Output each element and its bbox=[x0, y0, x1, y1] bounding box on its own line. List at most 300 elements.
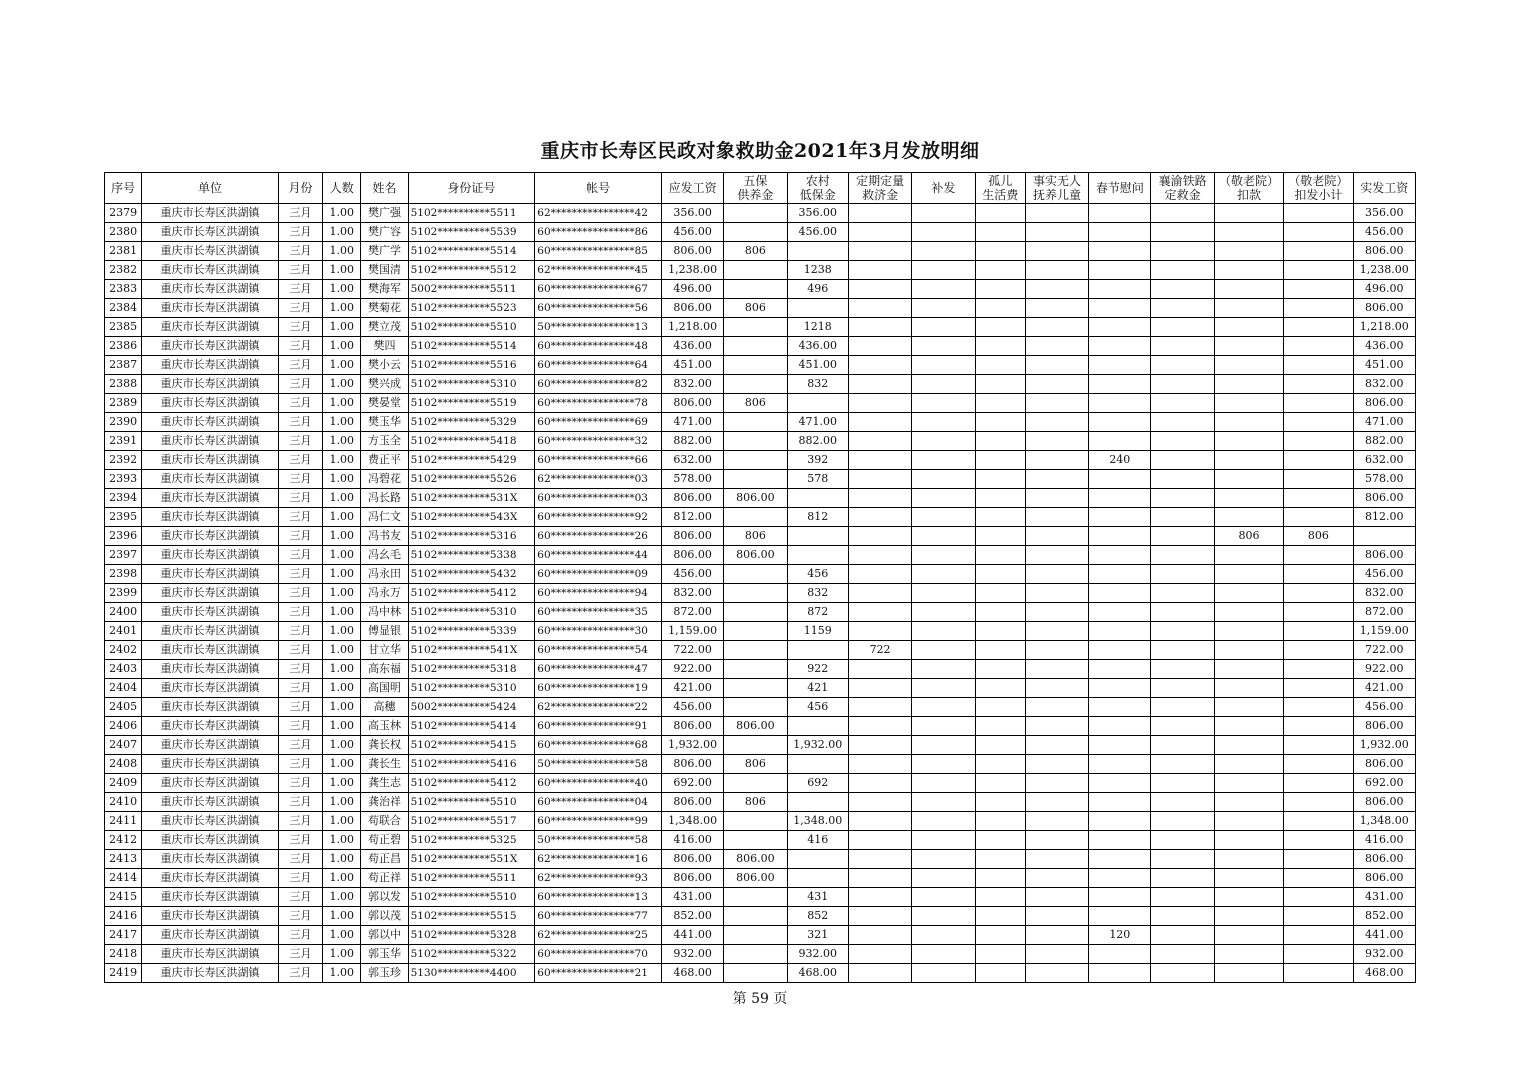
col-unsupported-child-cell bbox=[1025, 508, 1088, 527]
col-bufa-cell bbox=[912, 470, 975, 489]
col-spring-festival-cell bbox=[1089, 318, 1151, 337]
col-account-header: 帐号 bbox=[535, 173, 662, 204]
col-spring-festival-cell bbox=[1089, 679, 1151, 698]
col-serial-cell: 2393 bbox=[105, 470, 142, 489]
col-xiangyu-cell bbox=[1151, 641, 1214, 660]
col-count-cell: 1.00 bbox=[323, 261, 361, 280]
col-unsupported-child-cell bbox=[1025, 945, 1088, 964]
col-count-cell: 1.00 bbox=[323, 679, 361, 698]
table-row bbox=[105, 356, 1416, 375]
col-unsupported-child-cell bbox=[1025, 641, 1088, 660]
col-unit-cell: 重庆市长寿区洪湖镇 bbox=[142, 318, 279, 337]
col-month-cell: 三月 bbox=[278, 907, 322, 926]
col-count-cell: 1.00 bbox=[323, 736, 361, 755]
table-row bbox=[105, 584, 1416, 603]
col-month-cell: 三月 bbox=[278, 261, 322, 280]
col-dibao-cell: 1218 bbox=[787, 318, 848, 337]
col-wubao-cell bbox=[724, 261, 787, 280]
col-actual-pay-cell: 806.00 bbox=[1353, 793, 1415, 812]
col-dibao-cell bbox=[787, 793, 848, 812]
col-spring-festival-cell bbox=[1089, 394, 1151, 413]
col-unit-cell: 重庆市长寿区洪湖镇 bbox=[142, 698, 279, 717]
col-xiangyu-cell bbox=[1151, 489, 1214, 508]
col-nursing-subtotal-cell bbox=[1284, 413, 1353, 432]
col-wubao-cell bbox=[724, 432, 787, 451]
col-nursing-subtotal-cell bbox=[1284, 622, 1353, 641]
col-wubao-cell bbox=[724, 280, 787, 299]
table-row bbox=[105, 451, 1416, 470]
col-unit-cell: 重庆市长寿区洪湖镇 bbox=[142, 679, 279, 698]
col-payable-cell: 1,218.00 bbox=[661, 318, 723, 337]
col-bufa-cell bbox=[912, 698, 975, 717]
table-row bbox=[105, 489, 1416, 508]
col-serial-cell: 2418 bbox=[105, 945, 142, 964]
col-dingqi-cell bbox=[848, 432, 911, 451]
col-serial-cell: 2398 bbox=[105, 565, 142, 584]
col-dibao-cell: 882.00 bbox=[787, 432, 848, 451]
col-wubao-cell bbox=[724, 774, 787, 793]
col-name-cell: 樊小云 bbox=[361, 356, 408, 375]
col-spring-festival-cell bbox=[1089, 223, 1151, 242]
col-spring-festival-cell bbox=[1089, 508, 1151, 527]
col-account-cell: 60****************13 bbox=[535, 888, 662, 907]
col-xiangyu-cell bbox=[1151, 660, 1214, 679]
col-payable-cell: 932.00 bbox=[661, 945, 723, 964]
col-orphan-cell bbox=[975, 318, 1025, 337]
col-account-cell: 60****************32 bbox=[535, 432, 662, 451]
table-row bbox=[105, 565, 1416, 584]
col-spring-festival-cell bbox=[1089, 337, 1151, 356]
col-count-cell: 1.00 bbox=[323, 280, 361, 299]
col-dibao-cell: 1,932.00 bbox=[787, 736, 848, 755]
col-dibao-cell: 431 bbox=[787, 888, 848, 907]
col-serial-cell: 2419 bbox=[105, 964, 142, 983]
table-row bbox=[105, 261, 1416, 280]
col-serial-cell: 2384 bbox=[105, 299, 142, 318]
col-account-cell: 60****************69 bbox=[535, 413, 662, 432]
col-serial-cell: 2397 bbox=[105, 546, 142, 565]
col-nursing-deduction-cell bbox=[1214, 945, 1283, 964]
col-orphan-cell bbox=[975, 546, 1025, 565]
col-unsupported-child-cell bbox=[1025, 964, 1088, 983]
col-month-cell: 三月 bbox=[278, 318, 322, 337]
col-month-cell: 三月 bbox=[278, 280, 322, 299]
col-xiangyu-cell bbox=[1151, 831, 1214, 850]
col-count-cell: 1.00 bbox=[323, 850, 361, 869]
col-nursing-deduction-cell bbox=[1214, 375, 1283, 394]
col-nursing-deduction-cell: 806 bbox=[1214, 527, 1283, 546]
col-unsupported-child-cell bbox=[1025, 755, 1088, 774]
col-bufa-cell bbox=[912, 394, 975, 413]
col-bufa-cell bbox=[912, 280, 975, 299]
col-account-cell: 50****************58 bbox=[535, 831, 662, 850]
table-row bbox=[105, 546, 1416, 565]
col-id-number-cell: 5102**********5310 bbox=[408, 679, 535, 698]
col-spring-festival-cell bbox=[1089, 280, 1151, 299]
col-count-cell: 1.00 bbox=[323, 432, 361, 451]
col-xiangyu-cell bbox=[1151, 736, 1214, 755]
col-id-number-cell: 5102**********5414 bbox=[408, 717, 535, 736]
col-spring-festival-cell bbox=[1089, 470, 1151, 489]
col-bufa-cell bbox=[912, 926, 975, 945]
col-wubao-cell bbox=[724, 926, 787, 945]
col-actual-pay-cell: 872.00 bbox=[1353, 603, 1415, 622]
col-month-cell: 三月 bbox=[278, 603, 322, 622]
col-id-number-cell: 5102**********5412 bbox=[408, 774, 535, 793]
col-dibao-cell bbox=[787, 546, 848, 565]
col-serial-cell: 2412 bbox=[105, 831, 142, 850]
table-row bbox=[105, 527, 1416, 546]
col-name-cell: 樊广学 bbox=[361, 242, 408, 261]
col-unsupported-child-cell bbox=[1025, 375, 1088, 394]
table-row bbox=[105, 964, 1416, 983]
col-bufa-cell bbox=[912, 774, 975, 793]
col-dingqi-cell bbox=[848, 223, 911, 242]
col-nursing-deduction-cell bbox=[1214, 356, 1283, 375]
col-unit-cell: 重庆市长寿区洪湖镇 bbox=[142, 356, 279, 375]
col-wubao-cell bbox=[724, 413, 787, 432]
col-bufa-cell bbox=[912, 242, 975, 261]
col-xiangyu-cell bbox=[1151, 565, 1214, 584]
col-actual-pay-cell: 806.00 bbox=[1353, 717, 1415, 736]
col-account-cell: 60****************99 bbox=[535, 812, 662, 831]
col-actual-pay-cell: 1,159.00 bbox=[1353, 622, 1415, 641]
col-month-cell: 三月 bbox=[278, 888, 322, 907]
col-xiangyu-cell bbox=[1151, 451, 1214, 470]
col-name-cell: 龚长权 bbox=[361, 736, 408, 755]
col-account-cell: 60****************70 bbox=[535, 945, 662, 964]
col-xiangyu-cell bbox=[1151, 394, 1214, 413]
col-dingqi-cell bbox=[848, 451, 911, 470]
col-orphan-header: 孤儿 生活费 bbox=[975, 173, 1025, 204]
table-row bbox=[105, 242, 1416, 261]
table-row bbox=[105, 375, 1416, 394]
col-nursing-deduction-cell bbox=[1214, 793, 1283, 812]
col-name-cell: 樊玉华 bbox=[361, 413, 408, 432]
col-dingqi-cell bbox=[848, 280, 911, 299]
col-unsupported-child-cell bbox=[1025, 527, 1088, 546]
col-month-cell: 三月 bbox=[278, 831, 322, 850]
col-account-cell: 60****************64 bbox=[535, 356, 662, 375]
col-dibao-cell: 692 bbox=[787, 774, 848, 793]
col-wubao-cell: 806.00 bbox=[724, 850, 787, 869]
col-orphan-cell bbox=[975, 831, 1025, 850]
col-unit-cell: 重庆市长寿区洪湖镇 bbox=[142, 565, 279, 584]
col-unit-cell: 重庆市长寿区洪湖镇 bbox=[142, 394, 279, 413]
col-month-cell: 三月 bbox=[278, 508, 322, 527]
col-account-cell: 60****************26 bbox=[535, 527, 662, 546]
col-name-cell: 苟正祥 bbox=[361, 869, 408, 888]
col-dingqi-cell bbox=[848, 546, 911, 565]
col-actual-pay-cell: 1,238.00 bbox=[1353, 261, 1415, 280]
col-count-cell: 1.00 bbox=[323, 964, 361, 983]
col-nursing-subtotal-cell bbox=[1284, 812, 1353, 831]
col-dingqi-cell bbox=[848, 489, 911, 508]
col-xiangyu-cell bbox=[1151, 242, 1214, 261]
col-orphan-cell bbox=[975, 641, 1025, 660]
col-serial-cell: 2395 bbox=[105, 508, 142, 527]
col-nursing-deduction-cell bbox=[1214, 641, 1283, 660]
col-dingqi-cell bbox=[848, 375, 911, 394]
col-nursing-deduction-cell bbox=[1214, 812, 1283, 831]
col-nursing-subtotal-cell bbox=[1284, 318, 1353, 337]
table-row bbox=[105, 679, 1416, 698]
col-count-cell: 1.00 bbox=[323, 527, 361, 546]
col-month-header: 月份 bbox=[278, 173, 322, 204]
col-id-number-cell: 5102**********5329 bbox=[408, 413, 535, 432]
col-nursing-deduction-cell bbox=[1214, 679, 1283, 698]
col-orphan-cell bbox=[975, 489, 1025, 508]
col-month-cell: 三月 bbox=[278, 527, 322, 546]
col-nursing-deduction-cell bbox=[1214, 622, 1283, 641]
col-unsupported-child-cell bbox=[1025, 812, 1088, 831]
col-unit-cell: 重庆市长寿区洪湖镇 bbox=[142, 603, 279, 622]
col-unit-cell: 重庆市长寿区洪湖镇 bbox=[142, 793, 279, 812]
table-row bbox=[105, 318, 1416, 337]
col-name-cell: 龚生志 bbox=[361, 774, 408, 793]
col-payable-cell: 1,348.00 bbox=[661, 812, 723, 831]
col-bufa-cell bbox=[912, 299, 975, 318]
col-payable-cell: 451.00 bbox=[661, 356, 723, 375]
col-unsupported-child-cell bbox=[1025, 337, 1088, 356]
col-nursing-subtotal-header: （敬老院） 扣发小计 bbox=[1284, 173, 1353, 204]
col-nursing-deduction-cell bbox=[1214, 660, 1283, 679]
col-account-cell: 60****************77 bbox=[535, 907, 662, 926]
col-wubao-cell bbox=[724, 337, 787, 356]
col-dibao-cell: 1238 bbox=[787, 261, 848, 280]
col-unit-cell: 重庆市长寿区洪湖镇 bbox=[142, 850, 279, 869]
col-xiangyu-cell bbox=[1151, 945, 1214, 964]
col-dingqi-cell bbox=[848, 470, 911, 489]
col-xiangyu-cell bbox=[1151, 793, 1214, 812]
col-account-cell: 60****************86 bbox=[535, 223, 662, 242]
col-nursing-deduction-cell bbox=[1214, 964, 1283, 983]
col-unit-cell: 重庆市长寿区洪湖镇 bbox=[142, 413, 279, 432]
col-xiangyu-cell bbox=[1151, 888, 1214, 907]
col-id-number-cell: 5102**********5511 bbox=[408, 869, 535, 888]
col-dingqi-cell bbox=[848, 964, 911, 983]
col-dibao-cell: 1159 bbox=[787, 622, 848, 641]
col-unit-cell: 重庆市长寿区洪湖镇 bbox=[142, 660, 279, 679]
col-account-cell: 50****************13 bbox=[535, 318, 662, 337]
col-unit-cell: 重庆市长寿区洪湖镇 bbox=[142, 261, 279, 280]
col-unsupported-child-cell bbox=[1025, 774, 1088, 793]
col-wubao-cell bbox=[724, 584, 787, 603]
col-spring-festival-cell bbox=[1089, 755, 1151, 774]
col-orphan-cell bbox=[975, 413, 1025, 432]
col-nursing-deduction-cell bbox=[1214, 280, 1283, 299]
col-name-cell: 冯仁文 bbox=[361, 508, 408, 527]
col-nursing-subtotal-cell bbox=[1284, 736, 1353, 755]
col-month-cell: 三月 bbox=[278, 964, 322, 983]
col-actual-pay-cell: 806.00 bbox=[1353, 546, 1415, 565]
col-id-number-cell: 5102**********5519 bbox=[408, 394, 535, 413]
col-nursing-deduction-cell bbox=[1214, 565, 1283, 584]
col-xiangyu-cell bbox=[1151, 926, 1214, 945]
col-payable-cell: 471.00 bbox=[661, 413, 723, 432]
col-unsupported-child-cell bbox=[1025, 698, 1088, 717]
col-unit-cell: 重庆市长寿区洪湖镇 bbox=[142, 280, 279, 299]
col-dibao-cell: 922 bbox=[787, 660, 848, 679]
col-orphan-cell bbox=[975, 964, 1025, 983]
col-dibao-cell bbox=[787, 489, 848, 508]
col-actual-pay-cell: 436.00 bbox=[1353, 337, 1415, 356]
col-xiangyu-cell bbox=[1151, 546, 1214, 565]
col-unit-cell: 重庆市长寿区洪湖镇 bbox=[142, 945, 279, 964]
col-name-cell: 费正平 bbox=[361, 451, 408, 470]
col-nursing-subtotal-cell bbox=[1284, 204, 1353, 223]
col-month-cell: 三月 bbox=[278, 945, 322, 964]
col-xiangyu-cell bbox=[1151, 812, 1214, 831]
col-account-cell: 62****************93 bbox=[535, 869, 662, 888]
col-bufa-cell bbox=[912, 318, 975, 337]
col-payable-cell: 1,238.00 bbox=[661, 261, 723, 280]
col-bufa-cell bbox=[912, 261, 975, 280]
col-count-cell: 1.00 bbox=[323, 565, 361, 584]
col-nursing-subtotal-cell bbox=[1284, 755, 1353, 774]
table-row bbox=[105, 622, 1416, 641]
col-nursing-subtotal-cell bbox=[1284, 299, 1353, 318]
col-id-number-cell: 5102**********5310 bbox=[408, 603, 535, 622]
col-serial-cell: 2408 bbox=[105, 755, 142, 774]
col-count-cell: 1.00 bbox=[323, 717, 361, 736]
col-dibao-cell: 321 bbox=[787, 926, 848, 945]
col-wubao-cell bbox=[724, 318, 787, 337]
col-dibao-cell: 456.00 bbox=[787, 223, 848, 242]
col-name-cell: 高国明 bbox=[361, 679, 408, 698]
col-unsupported-child-cell bbox=[1025, 242, 1088, 261]
col-nursing-deduction-cell bbox=[1214, 413, 1283, 432]
col-dingqi-cell bbox=[848, 774, 911, 793]
col-unsupported-child-cell bbox=[1025, 736, 1088, 755]
col-bufa-cell bbox=[912, 546, 975, 565]
col-dingqi-cell bbox=[848, 508, 911, 527]
col-account-cell: 62****************42 bbox=[535, 204, 662, 223]
col-wubao-cell bbox=[724, 470, 787, 489]
col-actual-pay-cell: 632.00 bbox=[1353, 451, 1415, 470]
col-payable-cell: 456.00 bbox=[661, 223, 723, 242]
col-spring-festival-cell bbox=[1089, 717, 1151, 736]
col-spring-festival-cell bbox=[1089, 888, 1151, 907]
col-unit-cell: 重庆市长寿区洪湖镇 bbox=[142, 641, 279, 660]
col-nursing-subtotal-cell bbox=[1284, 242, 1353, 261]
table-row bbox=[105, 945, 1416, 964]
col-unit-cell: 重庆市长寿区洪湖镇 bbox=[142, 736, 279, 755]
col-payable-cell: 441.00 bbox=[661, 926, 723, 945]
col-dibao-cell bbox=[787, 869, 848, 888]
col-dibao-cell: 578 bbox=[787, 470, 848, 489]
col-dingqi-header: 定期定量 救济金 bbox=[848, 173, 911, 204]
col-id-number-cell: 5102**********5514 bbox=[408, 242, 535, 261]
table-body bbox=[105, 204, 1416, 983]
col-count-cell: 1.00 bbox=[323, 812, 361, 831]
col-serial-cell: 2414 bbox=[105, 869, 142, 888]
col-spring-festival-cell bbox=[1089, 831, 1151, 850]
col-actual-pay-cell: 416.00 bbox=[1353, 831, 1415, 850]
col-id-number-cell: 5102**********5526 bbox=[408, 470, 535, 489]
col-serial-cell: 2407 bbox=[105, 736, 142, 755]
col-name-cell: 高东福 bbox=[361, 660, 408, 679]
col-dingqi-cell bbox=[848, 755, 911, 774]
col-actual-pay-cell: 1,932.00 bbox=[1353, 736, 1415, 755]
header-row bbox=[105, 173, 1416, 204]
col-serial-cell: 2391 bbox=[105, 432, 142, 451]
col-count-cell: 1.00 bbox=[323, 907, 361, 926]
col-name-cell: 苟正碧 bbox=[361, 831, 408, 850]
col-actual-pay-cell: 832.00 bbox=[1353, 584, 1415, 603]
col-nursing-subtotal-cell bbox=[1284, 793, 1353, 812]
col-orphan-cell bbox=[975, 755, 1025, 774]
col-payable-cell: 456.00 bbox=[661, 565, 723, 584]
col-serial-cell: 2405 bbox=[105, 698, 142, 717]
table-row bbox=[105, 869, 1416, 888]
col-serial-cell: 2396 bbox=[105, 527, 142, 546]
col-nursing-subtotal-cell bbox=[1284, 451, 1353, 470]
col-unsupported-child-cell bbox=[1025, 584, 1088, 603]
col-dingqi-cell bbox=[848, 584, 911, 603]
col-dingqi-cell bbox=[848, 869, 911, 888]
col-serial-cell: 2402 bbox=[105, 641, 142, 660]
col-orphan-cell bbox=[975, 375, 1025, 394]
col-bufa-cell bbox=[912, 337, 975, 356]
col-account-cell: 62****************16 bbox=[535, 850, 662, 869]
col-nursing-deduction-cell bbox=[1214, 698, 1283, 717]
col-spring-festival-cell bbox=[1089, 527, 1151, 546]
col-unit-header: 单位 bbox=[142, 173, 279, 204]
col-nursing-deduction-cell bbox=[1214, 299, 1283, 318]
col-payable-cell: 431.00 bbox=[661, 888, 723, 907]
table-row bbox=[105, 603, 1416, 622]
col-payable-cell: 468.00 bbox=[661, 964, 723, 983]
col-serial-cell: 2382 bbox=[105, 261, 142, 280]
col-wubao-cell bbox=[724, 812, 787, 831]
col-unit-cell: 重庆市长寿区洪湖镇 bbox=[142, 489, 279, 508]
col-month-cell: 三月 bbox=[278, 242, 322, 261]
col-wubao-cell bbox=[724, 945, 787, 964]
col-id-number-cell: 5102**********5412 bbox=[408, 584, 535, 603]
col-payable-cell: 356.00 bbox=[661, 204, 723, 223]
col-month-cell: 三月 bbox=[278, 489, 322, 508]
table-row bbox=[105, 413, 1416, 432]
col-unsupported-child-cell bbox=[1025, 432, 1088, 451]
col-dingqi-cell bbox=[848, 299, 911, 318]
col-account-cell: 60****************21 bbox=[535, 964, 662, 983]
col-bufa-cell bbox=[912, 223, 975, 242]
col-nursing-deduction-cell bbox=[1214, 717, 1283, 736]
col-spring-festival-cell bbox=[1089, 204, 1151, 223]
col-unsupported-child-cell bbox=[1025, 546, 1088, 565]
col-serial-cell: 2401 bbox=[105, 622, 142, 641]
col-serial-cell: 2387 bbox=[105, 356, 142, 375]
col-payable-cell: 806.00 bbox=[661, 394, 723, 413]
col-count-cell: 1.00 bbox=[323, 622, 361, 641]
col-month-cell: 三月 bbox=[278, 223, 322, 242]
col-unsupported-child-cell bbox=[1025, 850, 1088, 869]
col-wubao-cell: 806 bbox=[724, 755, 787, 774]
col-orphan-cell bbox=[975, 261, 1025, 280]
col-id-number-cell: 5102**********5523 bbox=[408, 299, 535, 318]
col-actual-pay-cell: 468.00 bbox=[1353, 964, 1415, 983]
col-name-cell: 龚治祥 bbox=[361, 793, 408, 812]
col-count-cell: 1.00 bbox=[323, 356, 361, 375]
col-spring-festival-cell bbox=[1089, 261, 1151, 280]
table-row bbox=[105, 223, 1416, 242]
table-row bbox=[105, 660, 1416, 679]
col-spring-festival-cell bbox=[1089, 432, 1151, 451]
col-nursing-subtotal-cell bbox=[1284, 394, 1353, 413]
col-id-number-cell: 5102**********5416 bbox=[408, 755, 535, 774]
col-spring-festival-cell bbox=[1089, 356, 1151, 375]
